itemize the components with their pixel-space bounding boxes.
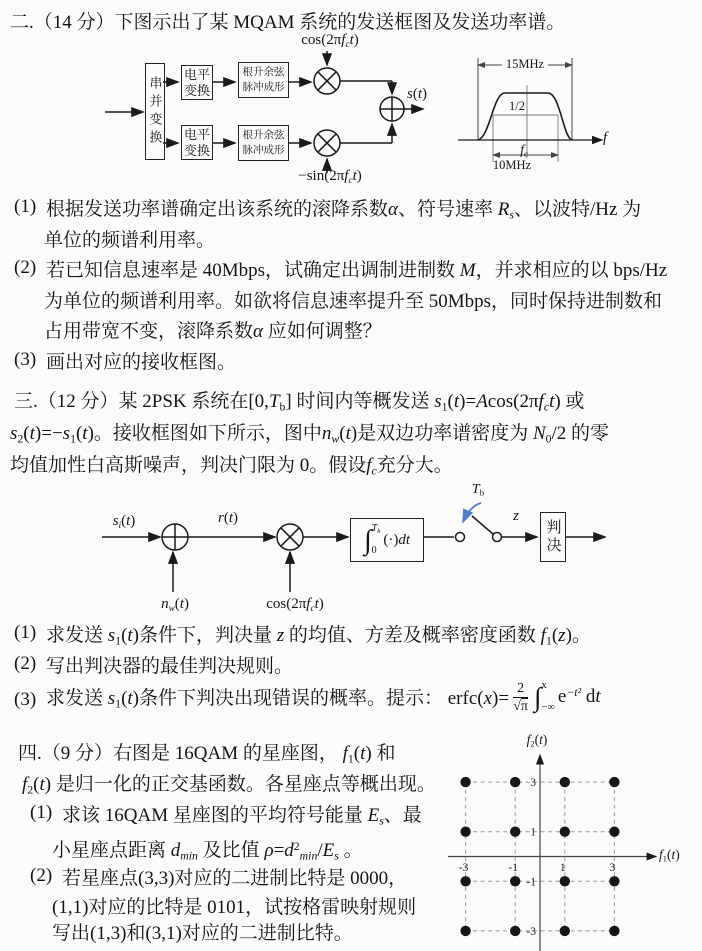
x-tick-label: -1: [508, 862, 518, 874]
item-marker: (1): [14, 622, 37, 643]
constellation-point: [560, 827, 570, 837]
item-marker: (1): [30, 802, 53, 823]
item-marker: (3): [14, 689, 37, 710]
text-line: 均值加性白高斯噪声，判决门限为 0。假设fc充分大。: [10, 455, 453, 478]
rx-received-label: r(t): [217, 510, 239, 526]
constellation-svg: [440, 725, 702, 951]
constellation-point: [460, 926, 470, 936]
x-tick-label: -3: [458, 862, 469, 874]
rrc-shaping-box-top: 根升余弦 脉冲成形: [238, 62, 289, 98]
constellation-point: [609, 876, 619, 886]
carrier-frequency-label: fc: [520, 142, 528, 159]
item-marker: (2): [14, 257, 37, 278]
constellation-x-axis-label: f1(t): [659, 847, 680, 864]
text-line: 求该 16QAM 星座图的平均符号能量 Es、最: [62, 805, 422, 828]
rx-carrier-label: cos(2πfct): [266, 596, 324, 614]
constellation-point: [510, 777, 520, 787]
level-convert-box-top: 电平变换: [181, 65, 213, 100]
constellation-point: [460, 777, 470, 787]
constellation-y-axis-label: f2(t): [526, 732, 548, 749]
text-segment: 求发送 s1(t)条件下判决出现错误的概率。提示： erfc(x)=: [46, 687, 510, 711]
text-line: 为单位的频谱利用率。如欲将信息速率提升至 50Mbps，同时保持进制数和: [44, 291, 663, 312]
item-marker: (3): [14, 349, 37, 370]
spectrum-total-bandwidth-label: 15MHz: [502, 57, 548, 72]
sampling-period-label: Tb: [471, 482, 485, 498]
text-line: 单位的频谱利用率。: [44, 230, 216, 251]
switch-lever: [472, 516, 493, 534]
decision-variable-label: z: [513, 508, 519, 524]
text-line: (1,1)对应的比特是 0101，试按格雷映射规则: [52, 897, 417, 918]
sin-carrier-label: −sin(2πfct): [298, 168, 362, 186]
level-convert-box-bottom: 电平变换: [181, 125, 213, 160]
integrand: (·)dt: [383, 531, 410, 548]
constellation-point: [609, 827, 619, 837]
item-marker: (1): [14, 196, 37, 217]
constellation-point: [510, 827, 520, 837]
receiver-diagram: [60, 483, 620, 618]
item-marker: (2): [14, 653, 37, 674]
y-tick-label: -1: [526, 876, 536, 889]
text-line: f2(t) 是归一化的正交基函数。各星座点等概出现。: [22, 774, 436, 797]
item-marker: (2): [30, 865, 53, 886]
constellation-point: [609, 926, 619, 936]
x-tick-label: 1: [559, 862, 566, 874]
text-line: 若星座点(3,3)对应的二进制比特是 0000，: [62, 868, 408, 889]
fraction: [513, 680, 528, 715]
fraction-denominator: √π: [513, 698, 528, 714]
constellation-point: [510, 926, 520, 936]
constellation-point: [460, 827, 470, 837]
rrc-shaping-box-bottom: 根升余弦 脉冲成形: [238, 125, 289, 161]
cos-carrier-label: cos(2πfct): [301, 32, 359, 50]
x-tick-label: 3: [609, 862, 616, 874]
y-tick-label: 3: [530, 777, 536, 790]
text-line: 若已知信息速率是 40Mbps，试确定出调制进制数 M，并求相应的以 bps/Hz: [46, 260, 668, 281]
transmitter-diagram: [60, 30, 440, 200]
text-line: 画出对应的接收框图。: [46, 352, 237, 373]
serial-parallel-box: 串并变换: [145, 63, 165, 160]
text-line: 根据发送功率谱确定出该系统的滚降系数α、符号速率 Rs、以波特/Hz 为: [46, 199, 642, 222]
erfc-hint-line: [46, 675, 601, 719]
y-tick-label: -3: [526, 925, 536, 938]
text-line: 写出判决器的最佳判决规则。: [46, 656, 294, 677]
spectrum-flat-bandwidth-label: 10MHz: [492, 158, 532, 172]
noise-label: nw(t): [161, 596, 189, 614]
constellation-point: [560, 926, 570, 936]
text-line: 占用带宽不变，滚降系数α 应如何调整？: [44, 321, 382, 342]
freq-axis-label: f: [603, 130, 608, 146]
decision-box: 判决: [540, 512, 566, 562]
question4-title-line: 四.（9 分）右图是 16QAM 的星座图， f1(t) 和: [18, 743, 396, 766]
question2-title: 二.（14 分）下图示出了某 MQAM 系统的发送框图及发送功率谱。: [10, 12, 566, 33]
integral-upper-limit: x: [541, 680, 547, 691]
integral-sign: ∫: [364, 525, 372, 556]
text-line: s2(t)=−s1(t)。接收框图如下所示，图中nw(t)是双边功率谱密度为 N0/2 的零: [10, 423, 610, 446]
text-line: 求发送 s1(t)条件下，判决量 z 的均值、方差及概率密度函数 f1(z)。: [46, 625, 591, 648]
rx-signal-label: si(t): [112, 513, 136, 531]
constellation-point: [510, 876, 520, 886]
integral-lower-limit: 0: [371, 545, 377, 556]
text-line: 写出(1,3)和(3,1)对应的二进制比特。: [52, 923, 353, 944]
integral-upper-limit: Tb: [371, 523, 381, 535]
question3-title-line: 三.（12 分）某 2PSK 系统在[0,Tb] 时间内等概发送 s1(t)=Acos(2πfct) 或: [14, 391, 585, 414]
constellation-point: [560, 876, 570, 886]
spectrum-half-level-label: 1/2: [509, 99, 525, 113]
power-spectrum-plot: [450, 45, 700, 190]
constellation-point: [560, 777, 570, 787]
y-tick-label: 1: [530, 826, 536, 839]
sampling-motion-arrow: [463, 503, 481, 522]
integral-sign: ∫: [534, 681, 542, 712]
switch-contact: [493, 533, 502, 542]
integrator-box: [350, 518, 424, 562]
text-line: 小星座点距离 dmin 及比值 $\rho=d^2\min/Es$ 。: [52, 839, 363, 863]
text-segment: $e^{-t^2}$ dt: [557, 686, 601, 707]
integral-lower-limit: −∞: [541, 702, 555, 713]
constellation-point: [460, 876, 470, 886]
constellation-point: [609, 777, 619, 787]
fraction-numerator: 2: [513, 680, 528, 698]
switch-contact: [456, 533, 465, 542]
tx-output-label: s(t): [407, 86, 428, 102]
